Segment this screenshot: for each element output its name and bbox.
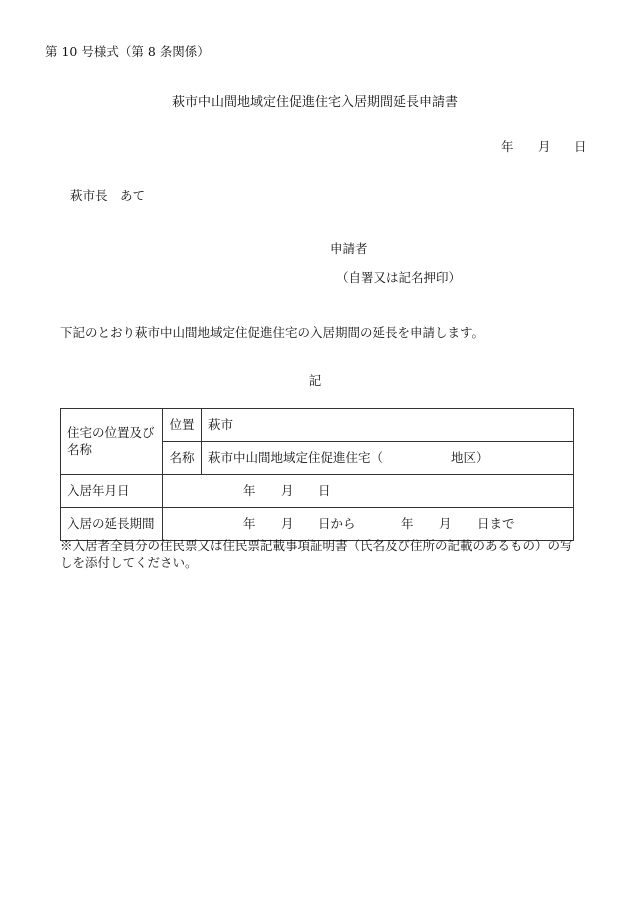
table-row-extension: [61, 508, 574, 541]
date-year-label: 年: [501, 139, 514, 154]
move-in-date-label: [61, 475, 163, 508]
extension-period-cell[interactable]: [163, 508, 574, 541]
application-table: [60, 408, 574, 541]
attachment-note: [60, 538, 580, 572]
extension-label-text: 入居の延長期間: [67, 515, 155, 531]
location-label-text: 位置: [169, 416, 195, 432]
request-text: 下記のとおり萩市中山間地域定住促進住宅の入居期間の延長を申請します。: [60, 325, 485, 340]
attachment-note-line1: ※入居者全員分の住民票又は住民票記載事項証明書（氏名及び住所の記載のあるもの）の写: [60, 538, 573, 553]
move-in-date-label-text: 入居年月日: [67, 482, 130, 498]
date-month-label: 月: [538, 139, 551, 154]
extension-from-year: 年: [243, 516, 256, 531]
extension-from-day: 日から: [318, 516, 356, 531]
extension-from-month: 月: [281, 516, 294, 531]
move-in-date-cell[interactable]: [163, 475, 574, 508]
seal-note: （自署又は記名押印）: [336, 270, 462, 285]
ki-heading: 記: [308, 373, 322, 388]
table-row-location: [61, 409, 574, 442]
document-title: 萩市中山間地域定住促進住宅入居期間延長申請書: [171, 95, 458, 110]
attachment-note-line2: しを添付してください。: [60, 554, 198, 570]
table-row-move-in-date: [61, 475, 574, 508]
extension-until-day: 日まで: [477, 516, 515, 531]
location-value-cell[interactable]: [202, 409, 574, 442]
location-name-header-text: 住宅の位置及び名称: [67, 424, 155, 457]
name-label-text: 名称: [169, 449, 195, 465]
location-value: 萩市: [208, 416, 234, 432]
name-value-prefix: 萩市中山間地域定住促進住宅（: [208, 449, 384, 465]
extension-until-year: 年: [401, 516, 414, 531]
applicant-label: 申請者: [330, 241, 368, 256]
location-label: [163, 409, 202, 442]
date-day-label: 日: [574, 139, 587, 154]
addressee: 萩市長 あて: [70, 188, 146, 203]
move-in-year: 年: [243, 483, 256, 498]
move-in-month: 月: [281, 483, 294, 498]
name-label: [163, 442, 202, 475]
extension-label: [61, 508, 163, 541]
move-in-day: 日: [318, 483, 331, 498]
form-number: 第 10 号様式（第 8 条関係）: [45, 44, 210, 59]
extension-until-month: 月: [439, 516, 452, 531]
location-name-header: [61, 409, 163, 475]
name-value-cell[interactable]: [202, 442, 574, 475]
name-value-suffix: 地区）: [451, 449, 489, 465]
